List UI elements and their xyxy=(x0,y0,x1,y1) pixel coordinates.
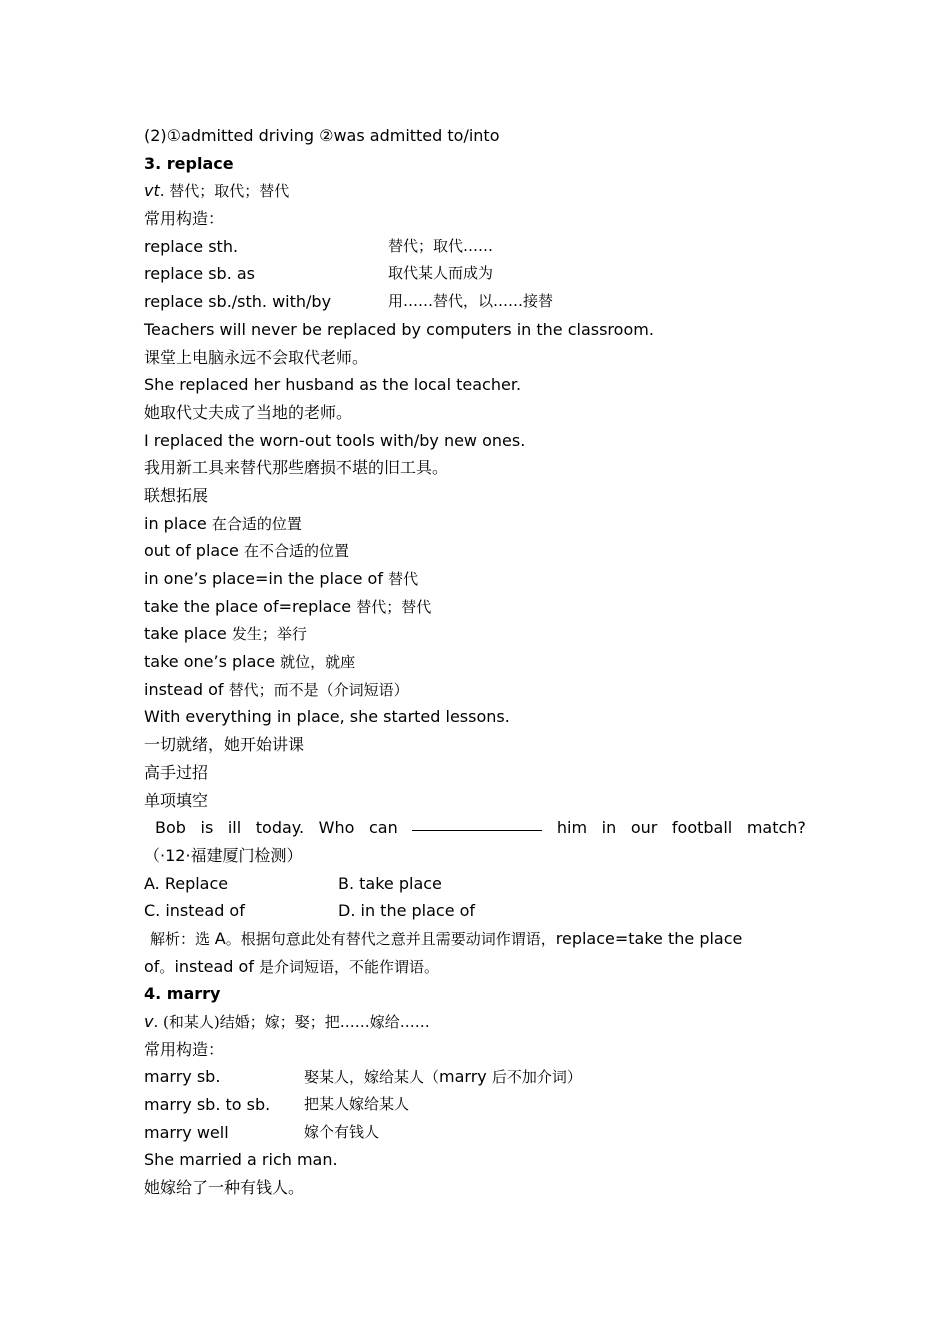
phrase-line xyxy=(144,565,806,593)
phrase-line xyxy=(144,510,806,538)
analysis-line xyxy=(144,925,806,953)
structure-meaning: 替代；取代…… xyxy=(388,236,494,255)
example-translation: 我用新工具来替代那些磨损不堪的旧工具。 xyxy=(144,458,449,478)
question-word: match? xyxy=(746,818,806,838)
structure-phrase: marry sb. xyxy=(144,1067,221,1087)
phrase: in place xyxy=(144,513,212,533)
analysis-text: 。 xyxy=(159,957,175,976)
phrase: out of place xyxy=(144,541,244,561)
example-translation: 课堂上电脑永远不会取代老师。 xyxy=(144,347,369,367)
structure-phrase: marry sb. to sb. xyxy=(144,1095,271,1115)
answer-line: (2)①admitted driving ②was admitted to/into xyxy=(144,126,500,145)
structure-meaning: 嫁个有钱人 xyxy=(304,1122,380,1141)
definition: . 替代；取代；替代 xyxy=(159,182,290,201)
structure-phrase: marry well xyxy=(144,1122,229,1142)
structure-phrase: replace sb./sth. with/by xyxy=(144,292,332,312)
phrase-meaning: 在合适的位置 xyxy=(211,514,302,533)
options-row xyxy=(144,870,806,898)
question-word: our xyxy=(630,818,658,838)
example-sentence: Teachers will never be replaced by computers in the classroom. xyxy=(144,319,654,339)
meaning-text: 娶某人，嫁给某人（ xyxy=(304,1068,440,1087)
example-translation: 一切就绪，她开始讲课 xyxy=(144,735,305,755)
question-word: can xyxy=(368,818,398,838)
structure-row xyxy=(144,260,806,288)
phrase-meaning: 替代；替代 xyxy=(356,597,432,616)
exercise-type-label: 单项填空 xyxy=(144,790,209,810)
analysis-text: 解析：选 xyxy=(150,929,215,948)
phrase: take one’s place xyxy=(144,652,281,672)
phrase-meaning: 替代 xyxy=(388,570,419,588)
section-heading-replace: 3. replace xyxy=(144,153,234,173)
phrase-meaning: 发生；举行 xyxy=(231,625,307,644)
analysis-text: replace=take the place xyxy=(555,928,743,948)
question-word: Who xyxy=(318,818,355,838)
example-sentence: She married a rich man. xyxy=(144,1150,338,1170)
analysis-text: of xyxy=(144,956,160,976)
phrase: instead of xyxy=(144,679,229,699)
question-word: him xyxy=(556,818,588,838)
meaning-text: 后不加介词） xyxy=(491,1068,582,1087)
phrase: take place xyxy=(144,624,232,644)
question-source: （·12·福建厦门检测） xyxy=(144,845,303,865)
options-row xyxy=(144,897,806,925)
structure-phrase: replace sb. as xyxy=(144,264,256,284)
phrase-line xyxy=(144,620,806,648)
answer-blank xyxy=(412,814,542,831)
analysis-answer: A xyxy=(214,928,226,948)
phrase-line xyxy=(144,593,806,621)
phrase-line xyxy=(144,676,806,704)
phrase: take the place of=replace xyxy=(144,596,357,616)
question-word: ill xyxy=(227,818,242,838)
structure-meaning: 取代某人而成为 xyxy=(388,264,494,283)
question-word: is xyxy=(200,818,214,838)
analysis-line xyxy=(144,953,806,981)
phrase-meaning: 替代；而不是（介词短语） xyxy=(228,680,409,699)
structure-phrase: replace sth. xyxy=(144,236,239,256)
structure-meaning: 用……替代，以……接替 xyxy=(388,292,554,311)
phrase: in one’s place=in the place of xyxy=(144,569,389,588)
question-word: in xyxy=(601,818,617,838)
analysis-text: 。根据句意此处有替代之意并且需要动词作谓语， xyxy=(225,929,556,948)
common-structures-label: 常用构造： xyxy=(144,209,225,229)
question-word: football xyxy=(671,818,733,838)
section-heading-marry: 4. marry xyxy=(144,984,221,1004)
structure-row xyxy=(144,1119,806,1147)
option-d: D. in the place of xyxy=(338,901,476,921)
example-sentence: With everything in place, she started lessons. xyxy=(144,707,510,727)
pos-label: v xyxy=(144,1012,154,1031)
phrase-meaning: 在不合适的位置 xyxy=(243,542,349,561)
meaning-text: marry xyxy=(439,1067,492,1087)
example-translation: 她嫁给了一种有钱人。 xyxy=(144,1178,305,1198)
definition: . (和某人)结婚；嫁；娶；把……嫁给…… xyxy=(153,1013,430,1031)
option-a: A. Replace xyxy=(144,873,229,893)
structure-row xyxy=(144,1091,806,1119)
analysis-text: 是介词短语，不能作谓语。 xyxy=(259,957,440,976)
option-c: C. instead of xyxy=(144,901,245,921)
phrase-meaning: 就位，就座 xyxy=(280,653,356,672)
document-page xyxy=(144,122,806,1202)
extension-label: 联想拓展 xyxy=(144,485,209,505)
structure-row xyxy=(144,288,806,316)
pos-label: vt xyxy=(144,181,160,201)
question-word: today. xyxy=(255,818,305,838)
question-line xyxy=(144,814,806,842)
option-b: B. take place xyxy=(338,873,442,893)
example-sentence: I replaced the worn-out tools with/by new ones. xyxy=(144,430,526,450)
phrase-line xyxy=(144,537,806,565)
structure-meaning: 把某人嫁给某人 xyxy=(304,1095,410,1114)
pos-line-marry xyxy=(144,1008,806,1036)
example-sentence: She replaced her husband as the local teacher. xyxy=(144,375,522,395)
structure-row xyxy=(144,233,806,261)
analysis-text: instead of xyxy=(174,956,260,976)
common-structures-label: 常用构造： xyxy=(144,1039,225,1059)
phrase-line xyxy=(144,648,806,676)
question-word: Bob xyxy=(155,818,186,838)
exercise-heading: 高手过招 xyxy=(144,762,209,782)
pos-line-replace xyxy=(144,177,806,205)
structure-meaning xyxy=(304,1063,582,1091)
structure-row xyxy=(144,1063,806,1091)
example-translation: 她取代丈夫成了当地的老师。 xyxy=(144,402,353,422)
